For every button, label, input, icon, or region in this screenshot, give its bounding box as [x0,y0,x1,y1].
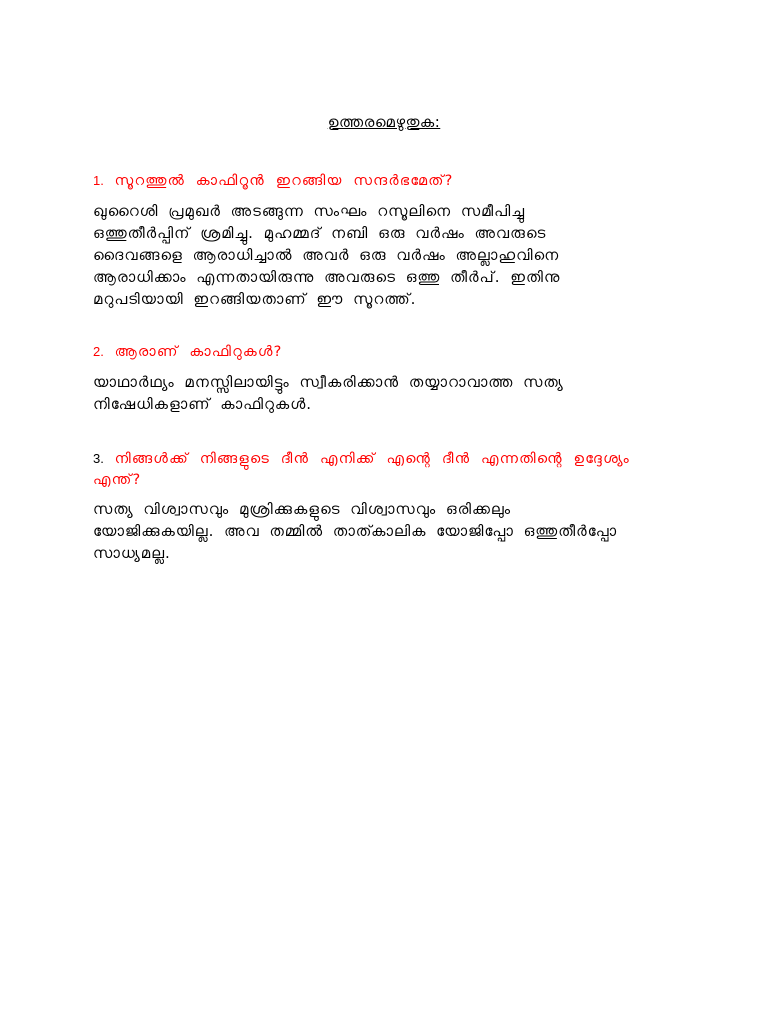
question-text: ആരാണ് കാഫിറുകൾ? [114,344,283,360]
answer-line: യോജിക്കുകയില്ല. അവ തമ്മിൽ താത്കാലിക യോജിപ്പോ ഒത്തുതീർപ്പോ [93,522,618,540]
answer-line: ഖുറൈശി പ്രമുഖർ അടങ്ങുന്ന സംഘം റസൂലിനെ സമീപിച്ചു [93,202,526,220]
question-number: 1. [93,173,104,188]
page-heading: ഉത്തരമെഴുതുക: [327,113,441,131]
answer-line: നിഷേധികളാണ് കാഫിറുകൾ. [93,395,313,413]
question-3 [93,448,683,491]
answer-line: ഒത്തുതീർപ്പിന് ശ്രമിച്ചു. മുഹമ്മദ് നബി ഒരു വർഷം അവരുടെ [93,224,547,242]
answer-1 [93,200,613,310]
question-2 [93,341,683,363]
answer-line: ദൈവങ്ങളെ ആരാധിച്ചാൽ അവർ ഒരു വർഷം അല്ലാഹുവിനെ [93,246,560,264]
answer-line: മറുപടിയായി ഇറങ്ങിയതാണ് ഈ സൂറത്ത്. [93,290,417,308]
answer-2 [93,371,613,415]
answer-line: സാധ്യമല്ല. [93,544,171,562]
question-text: സൂറത്തുൽ കാഫിറൂൻ ഇറങ്ങിയ സന്ദർഭമേത്? [114,173,454,189]
answer-line: സത്യ വിശ്വാസവും മുശ്രിക്കുകളുടെ വിശ്വാസവും ഒരിക്കലും [93,500,512,518]
answer-line: യാഥാർഥ്യം മനസ്സിലായിട്ടും സ്വീകരിക്കാൻ തയ്യാറാവാത്ത സത്യ [93,373,564,391]
answer-3 [93,498,618,564]
question-number: 2. [93,344,104,359]
question-text: നിങ്ങൾക്ക് നിങ്ങളുടെ ദീൻ എനിക്ക് എന്റെ ദീൻ എന്നതിന്റെ ഉദ്ദേശ്യം എന്ത്? [93,451,630,488]
answer-line: ആരാധിക്കാം എന്നതായിരുന്നു അവരുടെ ഒത്തു തീർപ്. ഇതിനു [93,268,561,286]
question-1 [93,170,683,192]
question-number: 3. [93,451,104,466]
